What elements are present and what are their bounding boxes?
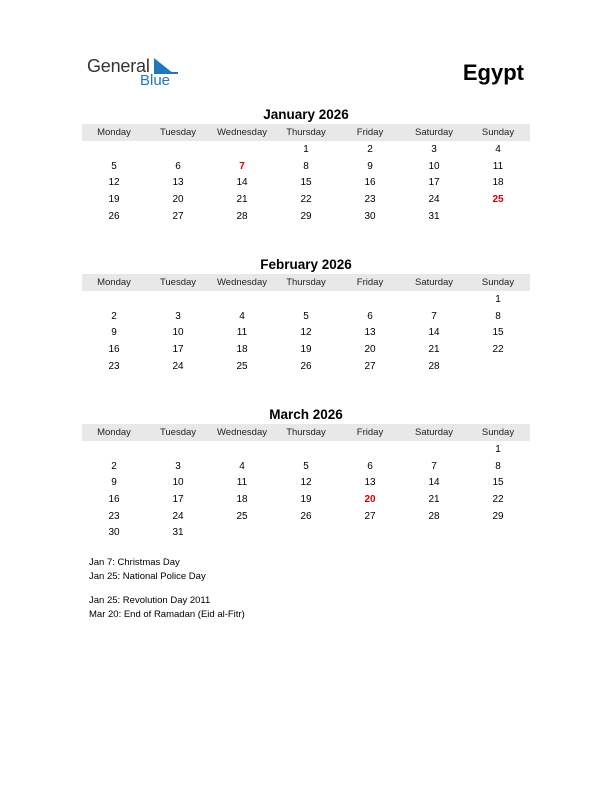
weekday-label: Sunday bbox=[481, 427, 515, 438]
week-row bbox=[82, 174, 530, 191]
date-cell: 1 bbox=[495, 443, 501, 455]
date-cell: 16 bbox=[108, 343, 120, 355]
date-cell: 26 bbox=[108, 210, 120, 222]
weekday-label: Wednesday bbox=[217, 427, 267, 438]
date-cell: 9 bbox=[111, 477, 117, 489]
week-row bbox=[82, 491, 530, 508]
weekday-label: Monday bbox=[97, 427, 131, 438]
date-cell: 30 bbox=[108, 527, 120, 539]
weekday-label: Saturday bbox=[414, 427, 454, 438]
weekday-label: Saturday bbox=[414, 277, 454, 288]
weekday-header-row bbox=[82, 424, 530, 441]
date-cell: 10 bbox=[172, 477, 184, 489]
date-cell: 2 bbox=[111, 460, 117, 472]
date-cell: 1 bbox=[495, 293, 501, 305]
weekday-label: Tuesday bbox=[159, 427, 197, 438]
weekday-label: Sunday bbox=[481, 277, 515, 288]
holiday-note: Jan 25: National Police Day bbox=[89, 571, 206, 582]
weekday-label: Thursday bbox=[286, 277, 326, 288]
weekday-label: Friday bbox=[356, 277, 384, 288]
date-cell: 5 bbox=[303, 460, 309, 472]
weekday-label: Tuesday bbox=[159, 127, 197, 138]
holiday-date-cell: 20 bbox=[364, 493, 376, 505]
week-row bbox=[82, 358, 530, 375]
date-cell: 28 bbox=[428, 360, 440, 372]
date-cell: 4 bbox=[239, 310, 245, 322]
week-row bbox=[82, 458, 530, 475]
date-cell: 2 bbox=[111, 310, 117, 322]
weekday-header-row bbox=[82, 274, 530, 291]
date-cell: 29 bbox=[300, 210, 312, 222]
date-cell: 4 bbox=[495, 143, 501, 155]
date-cell: 13 bbox=[364, 327, 376, 339]
date-cell: 14 bbox=[428, 477, 440, 489]
week-row bbox=[82, 324, 530, 341]
date-cell: 18 bbox=[492, 177, 504, 189]
date-cell: 7 bbox=[431, 460, 437, 472]
holiday-note: Jan 7: Christmas Day bbox=[89, 557, 180, 568]
logo-word-blue: Blue bbox=[140, 72, 171, 89]
weekday-label: Friday bbox=[356, 127, 384, 138]
weekday-label: Thursday bbox=[286, 127, 326, 138]
date-cell: 15 bbox=[300, 177, 312, 189]
weekday-label: Thursday bbox=[286, 427, 326, 438]
date-cell: 17 bbox=[172, 493, 184, 505]
date-cell: 13 bbox=[364, 477, 376, 489]
date-cell: 27 bbox=[364, 510, 376, 522]
weekday-header-row bbox=[82, 124, 530, 141]
weekday-label: Friday bbox=[356, 427, 384, 438]
month-title: February 2026 bbox=[260, 257, 352, 272]
date-cell: 8 bbox=[495, 310, 501, 322]
week-row bbox=[82, 441, 530, 458]
date-cell: 22 bbox=[300, 193, 312, 205]
weekday-label: Wednesday bbox=[217, 277, 267, 288]
date-cell: 26 bbox=[300, 360, 312, 372]
weekday-label: Sunday bbox=[481, 127, 515, 138]
date-cell: 23 bbox=[108, 510, 120, 522]
notes-spacer bbox=[89, 584, 245, 594]
date-cell: 22 bbox=[492, 493, 504, 505]
week-row bbox=[82, 524, 530, 541]
date-cell: 10 bbox=[428, 160, 440, 172]
date-cell: 6 bbox=[367, 310, 373, 322]
week-row bbox=[82, 291, 530, 308]
date-cell: 2 bbox=[367, 143, 373, 155]
date-cell: 4 bbox=[239, 460, 245, 472]
date-cell: 31 bbox=[428, 210, 440, 222]
date-cell: 5 bbox=[111, 160, 117, 172]
date-cell: 10 bbox=[172, 327, 184, 339]
holiday-date-cell: 7 bbox=[239, 160, 245, 172]
country-title: Egypt bbox=[462, 60, 524, 85]
date-cell: 19 bbox=[300, 343, 312, 355]
date-cell: 8 bbox=[495, 460, 501, 472]
date-cell: 13 bbox=[172, 177, 184, 189]
date-cell: 19 bbox=[300, 493, 312, 505]
date-cell: 25 bbox=[236, 510, 248, 522]
date-cell: 12 bbox=[300, 327, 312, 339]
date-cell: 17 bbox=[428, 177, 440, 189]
date-cell: 5 bbox=[303, 310, 309, 322]
date-cell: 1 bbox=[303, 143, 309, 155]
date-cell: 11 bbox=[236, 327, 248, 339]
date-cell: 21 bbox=[428, 493, 440, 505]
date-cell: 24 bbox=[428, 193, 440, 205]
week-row bbox=[82, 158, 530, 175]
date-cell: 7 bbox=[431, 310, 437, 322]
date-cell: 14 bbox=[428, 327, 440, 339]
week-row bbox=[82, 141, 530, 158]
date-cell: 12 bbox=[300, 477, 312, 489]
date-cell: 20 bbox=[172, 193, 184, 205]
month-block-march bbox=[82, 406, 530, 541]
week-row bbox=[82, 208, 530, 225]
date-cell: 12 bbox=[108, 177, 120, 189]
date-cell: 20 bbox=[364, 343, 376, 355]
date-cell: 11 bbox=[492, 160, 504, 172]
weekday-label: Monday bbox=[97, 277, 131, 288]
date-cell: 24 bbox=[172, 360, 184, 372]
date-cell: 8 bbox=[303, 160, 309, 172]
date-cell: 9 bbox=[111, 327, 117, 339]
date-cell: 27 bbox=[364, 360, 376, 372]
weekday-label: Monday bbox=[97, 127, 131, 138]
date-cell: 29 bbox=[492, 510, 504, 522]
date-cell: 31 bbox=[172, 527, 184, 539]
week-row bbox=[82, 191, 530, 208]
date-cell: 6 bbox=[175, 160, 181, 172]
date-cell: 30 bbox=[364, 210, 376, 222]
date-cell: 19 bbox=[108, 193, 120, 205]
month-title: March 2026 bbox=[269, 407, 343, 422]
date-cell: 3 bbox=[431, 143, 437, 155]
month-title: January 2026 bbox=[263, 107, 349, 122]
date-cell: 16 bbox=[364, 177, 376, 189]
date-cell: 15 bbox=[492, 327, 504, 339]
date-cell: 28 bbox=[236, 210, 248, 222]
date-cell: 23 bbox=[364, 193, 376, 205]
date-cell: 16 bbox=[108, 493, 120, 505]
weekday-label: Saturday bbox=[414, 127, 454, 138]
date-cell: 22 bbox=[492, 343, 504, 355]
date-cell: 21 bbox=[236, 193, 248, 205]
date-cell: 27 bbox=[172, 210, 184, 222]
date-cell: 23 bbox=[108, 360, 120, 372]
week-row bbox=[82, 308, 530, 325]
week-row bbox=[82, 474, 530, 491]
date-cell: 11 bbox=[236, 477, 248, 489]
date-cell: 3 bbox=[175, 310, 181, 322]
date-cell: 18 bbox=[236, 493, 248, 505]
date-cell: 15 bbox=[492, 477, 504, 489]
date-cell: 14 bbox=[236, 177, 248, 189]
date-cell: 21 bbox=[428, 343, 440, 355]
holiday-note: Mar 20: End of Ramadan (Eid al-Fitr) bbox=[89, 609, 245, 620]
week-row bbox=[82, 341, 530, 358]
weekday-label: Tuesday bbox=[159, 277, 197, 288]
date-cell: 24 bbox=[172, 510, 184, 522]
date-cell: 25 bbox=[236, 360, 248, 372]
holiday-note: Jan 25: Revolution Day 2011 bbox=[89, 595, 211, 606]
date-cell: 9 bbox=[367, 160, 373, 172]
logo-word-general: General bbox=[87, 56, 150, 76]
week-row bbox=[82, 508, 530, 525]
date-cell: 17 bbox=[172, 343, 184, 355]
month-block-february bbox=[82, 256, 530, 374]
month-block-january bbox=[82, 106, 530, 224]
generalblue-logo bbox=[87, 56, 187, 92]
holiday-notes bbox=[89, 556, 245, 622]
date-cell: 6 bbox=[367, 460, 373, 472]
holiday-date-cell: 25 bbox=[492, 193, 504, 205]
date-cell: 26 bbox=[300, 510, 312, 522]
weekday-label: Wednesday bbox=[217, 127, 267, 138]
date-cell: 28 bbox=[428, 510, 440, 522]
date-cell: 3 bbox=[175, 460, 181, 472]
date-cell: 18 bbox=[236, 343, 248, 355]
